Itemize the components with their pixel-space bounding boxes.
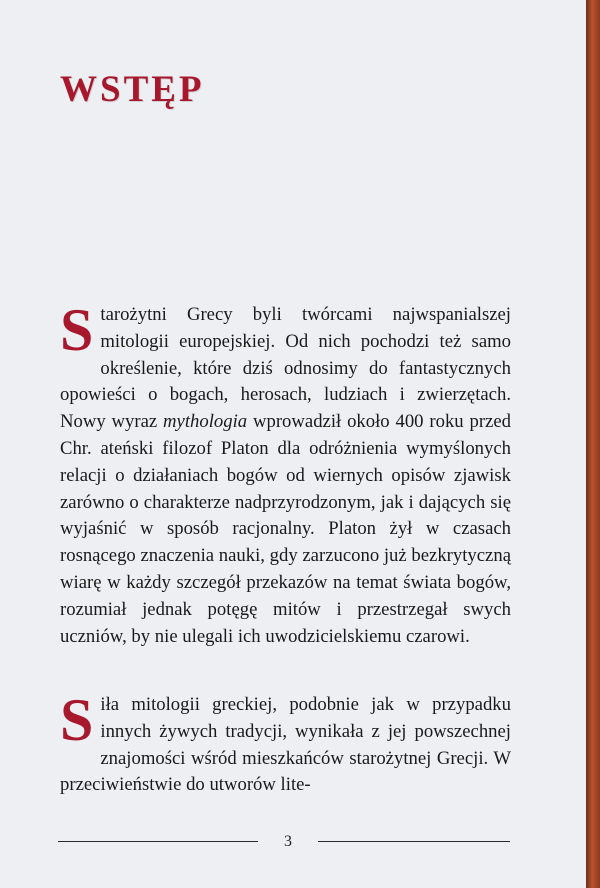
paragraph-1-text-end: wprowadził około 400 roku przed Chr. ateński filozof Platon dla odróżnienia wymyślonych relacji o działaniach bogów od wiernych opisów zjawisk zarówno o charakterze nadprzyrodzonym, jak i dających się wyjaśnić w sposób racjonalny. Platon żył w czasach rosnącego znaczenia nauki, gdy zarzucono już bezkrytyczną wiarę w każdy szczegół przekazów na temat świata bogów, rozumiał jednak potęgę mitów i przestrzegał swych uczniów, by nie ulegali ich uwodzicielskiemu czarowi. (60, 411, 511, 647)
paragraph-1-text-start: tarożytni Grecy byli twórcami najwspanialszej mitologii europejskiej. Od nich pochodzi też samo określenie, które dziś odnosimy do fantastycznych opowieści o bogach, herosach, ludziach i zwierzętach. Nowy wyraz (60, 304, 511, 433)
footer-rule-left (58, 841, 258, 842)
footer-rule-right (318, 841, 510, 842)
italic-term: mythologia (163, 411, 248, 433)
chapter-heading: WSTĘP (60, 69, 205, 110)
paragraph-2-text: iła mitologii greckiej, podobnie jak w przypadku innych żywych tradycji, wynikała z jej powszechnej znajomości wśród mieszkańców starożytnej Grecji. W przeciwieństwie do utworów lite- (60, 694, 511, 796)
paragraph-2 (60, 687, 511, 799)
book-edge (586, 0, 600, 888)
paragraph-1 (60, 297, 511, 650)
page-number: 3 (284, 833, 292, 850)
drop-cap-2: S (60, 687, 94, 753)
drop-cap-1: S (60, 297, 94, 363)
